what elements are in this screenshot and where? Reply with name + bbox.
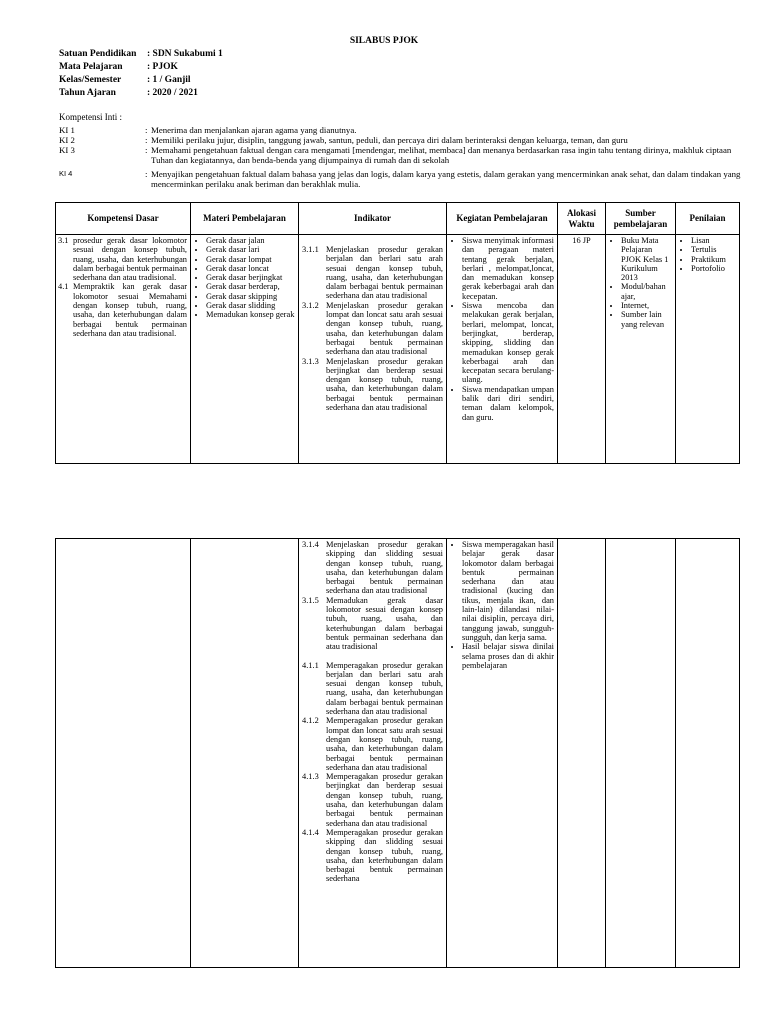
header-indikator: Indikator — [299, 203, 447, 235]
penilaian-cell — [676, 235, 740, 464]
list-item: • Tertulis — [691, 245, 736, 254]
ki-code: KI 2 — [59, 135, 75, 145]
header-materi: Materi Pembelajaran — [191, 203, 299, 235]
list-item: • Gerak dasar slidding — [206, 301, 295, 310]
indikator-item: 3.1.3 Menjelaskan prosedur gerakan berjingkat dan berderap sesuai dengan konsep tubuh, ruang, usaha, dan keterhubungan dalam berbagai bentuk permainan sederhana dan atau tradisional — [302, 356, 443, 413]
list-item: • Portofolio — [691, 264, 736, 273]
list-item: • Memadukan konsep gerak — [206, 310, 295, 319]
list-item: • Siswa mencoba dan melakukan gerak berjalan, berlari, melompat, loncat, berjingkat, berderap, skipping, slidding dan memadukan konsep gerak keberbagai arah dan kecepatan secara berulang-ulang. — [462, 301, 554, 385]
kegiatan-cell — [447, 235, 558, 464]
document-title: SILABUS PJOK — [349, 36, 419, 46]
penilaian-cell — [676, 539, 740, 968]
list-item: • Praktikum — [691, 255, 736, 264]
ki-text: Menerima dan menjalankan ajaran agama yang dianutnya. — [151, 125, 357, 135]
ki-code: KI 4 — [59, 169, 73, 178]
indikator-item: 3.1.1 Menjelaskan prosedur gerakan berjalan dan berlari satu arah sesuai dengan konsep tubuh, ruang, usaha, dan keterhubungan dalam berbagai bentuk permainan sederhana dan atau tradisional — [302, 245, 443, 301]
header-penilaian: Penilaian — [676, 203, 740, 235]
materi-cell — [191, 235, 299, 464]
meta-row-mapel — [59, 61, 178, 73]
alokasi-cell: 16 JP — [558, 235, 606, 464]
header-kompetensi-dasar: Kompetensi Dasar — [56, 203, 191, 235]
meta-value: : 1 / Ganjil — [147, 75, 191, 85]
list-item: • Siswa memperagakan hasil belajar gerak dasar lokomotor dalam berbagai bentuk permainan sederhana dan atau tradisional (kucing dan tikus, menjala ikan, dan lain-lain) dilandasi nilai-nilai disiplin, percaya diri, tanggung jawab, sungguh-sungguh, dan kerja sama. — [462, 540, 554, 642]
meta-row-tahun — [59, 87, 198, 99]
list-item: • Gerak dasar loncat — [206, 264, 295, 273]
list-item: • Siswa menyimak informasi dan peragaan materi tentang gerak berjalan, berlari , melompat,loncat, dan memadukan konsep gerak keberbagai arah dan kecepatan. — [462, 236, 554, 301]
indikator-item: 4.1.2 Memperagakan prosedur gerakan lompat dan loncat satu arah sesuai dengan konsep tubuh, ruang, usaha, dan keterhubungan dalam berbagai bentuk permainan sederhana dan atau tradisional — [302, 716, 443, 772]
ki-code: KI 3 — [59, 145, 75, 155]
ki-text: Memiliki perilaku jujur, disiplin, tanggung jawab, santun, peduli, dan percaya diri dalam berinteraksi dengan keluarga, teman, dan guru — [151, 135, 628, 145]
ki-text: Memahami pengetahuan faktual dengan cara mengamati [mendengar, melihat, membaca] dan menanya berdasarkan rasa ingin tahu tentang dirinya, makhluk ciptaan Tuhan dan kegiatannya, dan benda-benda yang dijumpainya di rumah dan di sekolah — [151, 145, 732, 165]
header-alokasi: Alokasi Waktu — [558, 203, 606, 235]
meta-label: Tahun Ajaran — [59, 88, 116, 98]
table-row — [56, 235, 740, 464]
ki-code: KI 1 — [59, 125, 75, 135]
table-header-row — [56, 203, 740, 235]
meta-label: Satuan Pendidikan — [59, 49, 137, 59]
list-item: • Internet, — [621, 301, 672, 310]
meta-row-kelas — [59, 74, 191, 86]
meta-label: Mata Pelajaran — [59, 62, 123, 72]
list-item: • Gerak dasar lari — [206, 245, 295, 254]
indikator-item: 3.1.2 Menjelaskan prosedur gerakan lompat dan loncat satu arah sesuai dengan konsep tubuh, ruang, usaha, dan keterhubungan dalam berbagai bentuk permainan sederhana dan atau tradisional — [302, 300, 443, 357]
indikator-cell — [299, 235, 447, 464]
meta-value: : SDN Sukabumi 1 — [147, 49, 223, 59]
list-item: • Hasil belajar siswa dinilai selama proses dan di akhir pembelajaran — [462, 642, 554, 670]
list-item: • Gerak dasar lompat — [206, 255, 295, 264]
list-item: • Modul/bahan ajar, — [621, 282, 672, 301]
table-row — [56, 539, 740, 968]
sumber-cell — [606, 235, 676, 464]
list-item: • Sumber lain yang relevan — [621, 310, 672, 329]
list-item: • Buku Mata Pelajaran PJOK Kelas 1 Kurikulum 2013 — [621, 236, 672, 282]
sumber-cell — [606, 539, 676, 968]
kd-item: 4.1 Mempraktik kan gerak dasar lokomotor sesuai Memahami dengan konsep tubuh, ruang, usaha, dan keterhubungan dalam berbagai bentuk permainan sederhana dan atau tradisional. — [58, 282, 187, 338]
indikator-item: 4.1.1 Memperagakan prosedur gerakan berjalan dan berlari satu arah sesuai dengan konsep tubuh, ruang, usaha, dan keterhubungan dalam berbagai bentuk permainan sederhana dan atau tradisional — [302, 660, 443, 717]
list-item: • Gerak dasar berjingkat — [206, 273, 295, 282]
header-sumber: Sumber pembelajaran — [606, 203, 676, 235]
meta-value: : 2020 / 2021 — [147, 88, 198, 98]
syllabus-table — [55, 202, 740, 464]
indikator-item: 3.1.5 Memadukan gerak dasar lokomotor sesuai dengan konsep tubuh, ruang, usaha, dan keterhubungan dalam berbagai bentuk permainan sederhana dan atau tradisional — [302, 595, 443, 652]
meta-row-satuan — [59, 48, 223, 60]
list-item: • Siswa mendapatkan umpan balik dari diri sendiri, teman dalam kelompok, dan guru. — [462, 385, 554, 422]
indikator-item: 4.1.4 Memperagakan prosedur gerakan skipping dan slidding sesuai dengan konsep tubuh, ruang, usaha, dan keterhubungan dalam berbagai bentuk permainan sederhana — [302, 827, 443, 884]
list-item: • Gerak dasar berderap, — [206, 282, 295, 291]
kd-cell — [56, 539, 191, 968]
kd-item: 3.1 prosedur gerak dasar lokomotor sesuai dengan konsep tubuh, ruang, usaha, dan keterhubungan dalam berbagai bentuk permainan sederhana dan atau tradisional. — [58, 236, 187, 283]
indikator-item: 4.1.3 Memperagakan prosedur gerakan berjingkat dan berderap sesuai dengan konsep tubuh, ruang, usaha, dan keterhubungan dalam berbagai bentuk permainan sederhana dan atau tradisional — [302, 772, 443, 828]
kegiatan-cell — [447, 539, 558, 968]
list-item: • Gerak dasar jalan — [206, 236, 295, 245]
kompetensi-inti-heading: Kompetensi Inti : — [59, 112, 122, 122]
ki-text: Menyajikan pengetahuan faktual dalam bahasa yang jelas dan logis, dalam karya yang estetis, dalam gerakan yang mencerminkan anak sehat, dan dalam tindakan yang mencerminkan perilaku anak beriman dan berakhlak mulia. — [151, 169, 741, 189]
meta-value: : PJOK — [147, 62, 178, 72]
list-item: • Gerak dasar skipping — [206, 292, 295, 301]
syllabus-table-continued — [55, 538, 740, 968]
meta-label: Kelas/Semester — [59, 75, 122, 85]
indikator-cell — [299, 539, 447, 968]
alokasi-cell — [558, 539, 606, 968]
materi-cell — [191, 539, 299, 968]
header-kegiatan: Kegiatan Pembelajaran — [447, 203, 558, 235]
list-item: • Lisan — [691, 236, 736, 245]
indikator-item: 3.1.4 Menjelaskan prosedur gerakan skipping dan slidding sesuai dengan konsep tubuh, ruang, usaha, dan keterhubungan dalam berbagai bentuk permainan sederhana dan atau tradisional — [302, 540, 443, 596]
kd-cell — [56, 235, 191, 464]
